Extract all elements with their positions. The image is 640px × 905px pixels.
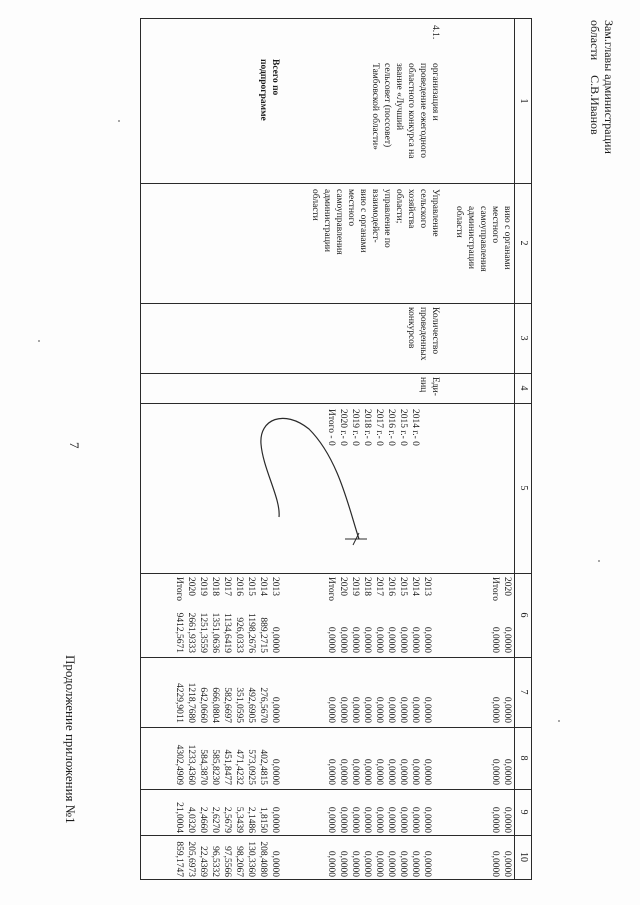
signature-block <box>588 20 616 154</box>
col-header-2: 2 <box>518 240 529 246</box>
column-header-row <box>514 19 531 879</box>
column-divider <box>141 789 531 790</box>
continued-col10: 0,0000 0,0000 <box>490 850 512 877</box>
indicator-values-by-year: 2014 г.- 0 2015 г.- 0 2016 г.- 0 2017 г.- 0 2018 г.- 0 2019 г.- 0 2020 г.- 0 Итого - 0 <box>326 409 420 446</box>
continued-years: 2020 Итого <box>490 577 512 602</box>
page-number: 7 <box>67 442 82 449</box>
indicator-name: Количество проведенных конкурсов <box>406 307 440 361</box>
col-header-6: 6 <box>518 612 529 618</box>
appendix-continuation-note: Продолжение приложения №1 <box>63 655 78 824</box>
signature-name: области С.В.Иванов <box>588 20 602 135</box>
executor-text: Управление сельского хозяйства области; управление по взаимодейст- вию с органами местного самоуправления администрации области <box>310 189 440 255</box>
scan-speck <box>38 340 40 342</box>
row41-col7: 0,0000 0,0000 0,0000 0,0000 0,0000 0,0000 0,0000 0,0000 0,0000 <box>326 696 432 723</box>
col-header-7: 7 <box>518 689 529 695</box>
col-header-10: 10 <box>518 852 529 862</box>
total-col7: 0,0000 276,5670 492,6905 351,0595 582,6697 666,0804 642,0660 1218,7680 4229,9011 <box>174 682 280 723</box>
column-divider <box>141 373 531 374</box>
row41-col8: 0,0000 0,0000 0,0000 0,0000 0,0000 0,0000 0,0000 0,0000 0,0000 <box>326 758 432 785</box>
continued-col8: 0,0000 0,0000 <box>490 758 512 785</box>
program-table <box>140 18 532 880</box>
activity-description: организация и проведение ежегодного областного конкурса на звание «Лучший сельсовет (поссовет) Тамбовской области» <box>370 63 440 159</box>
total-col6: 0,0000 889,2715 1198,2676 926,0333 1134,6419 1351,0636 1251,3559 2661,9333 9412,5671 <box>174 612 280 653</box>
scan-speck <box>598 560 600 562</box>
column-divider <box>141 835 531 836</box>
col-header-5: 5 <box>518 485 529 491</box>
handwritten-mark-icon <box>249 389 379 549</box>
unit-of-measure: Еди- ниц <box>418 377 440 396</box>
total-col9: 0,0000 1,8150 2,1486 5,3439 2,5679 2,6270 2,4660 4,0320 21,0004 <box>174 802 280 833</box>
column-divider <box>141 183 531 184</box>
column-divider <box>141 657 531 658</box>
scan-speck <box>118 120 120 122</box>
column-divider <box>141 727 531 728</box>
continued-executor-text: вию с органами местного самоуправления администрации области <box>454 206 512 272</box>
column-divider <box>141 303 531 304</box>
col-header-8: 8 <box>518 755 529 761</box>
total-col10: 0,0000 208,4080 130,3360 98,2067 97,5566 96,5332 22,4369 205,6973 859,1747 <box>174 841 280 877</box>
row-number: 4.1. <box>430 25 440 40</box>
row41-col10: 0,0000 0,0000 0,0000 0,0000 0,0000 0,0000 0,0000 0,0000 0,0000 <box>326 850 432 877</box>
row41-years: 2013 2014 2015 2016 2017 2018 2019 2020 Итого <box>326 577 432 602</box>
column-divider <box>141 573 531 574</box>
row41-col6: 0,0000 0,0000 0,0000 0,0000 0,0000 0,0000 0,0000 0,0000 0,0000 <box>326 626 432 653</box>
continued-col7: 0,0000 0,0000 <box>490 696 512 723</box>
total-col8: 0,0000 402,4815 573,0925 471,4232 451,8477 585,8230 584,3870 1233,4360 4302,4909 <box>174 744 280 785</box>
total-label: Всего по подпрограмме <box>258 59 280 121</box>
continued-col9: 0,0000 0,0000 <box>490 806 512 833</box>
col-header-4: 4 <box>518 385 529 391</box>
scan-speck <box>558 720 560 722</box>
col-header-9: 9 <box>518 809 529 815</box>
continued-col6: 0,0000 0,0000 <box>490 626 512 653</box>
col-header-3: 3 <box>518 335 529 341</box>
signature-title: Зам.главы администрации <box>602 20 616 154</box>
total-years: 2013 2014 2015 2016 2017 2018 2019 2020 Итого <box>174 577 280 602</box>
row41-col9: 0,0000 0,0000 0,0000 0,0000 0,0000 0,0000 0,0000 0,0000 0,0000 <box>326 806 432 833</box>
col-header-1: 1 <box>518 98 529 104</box>
